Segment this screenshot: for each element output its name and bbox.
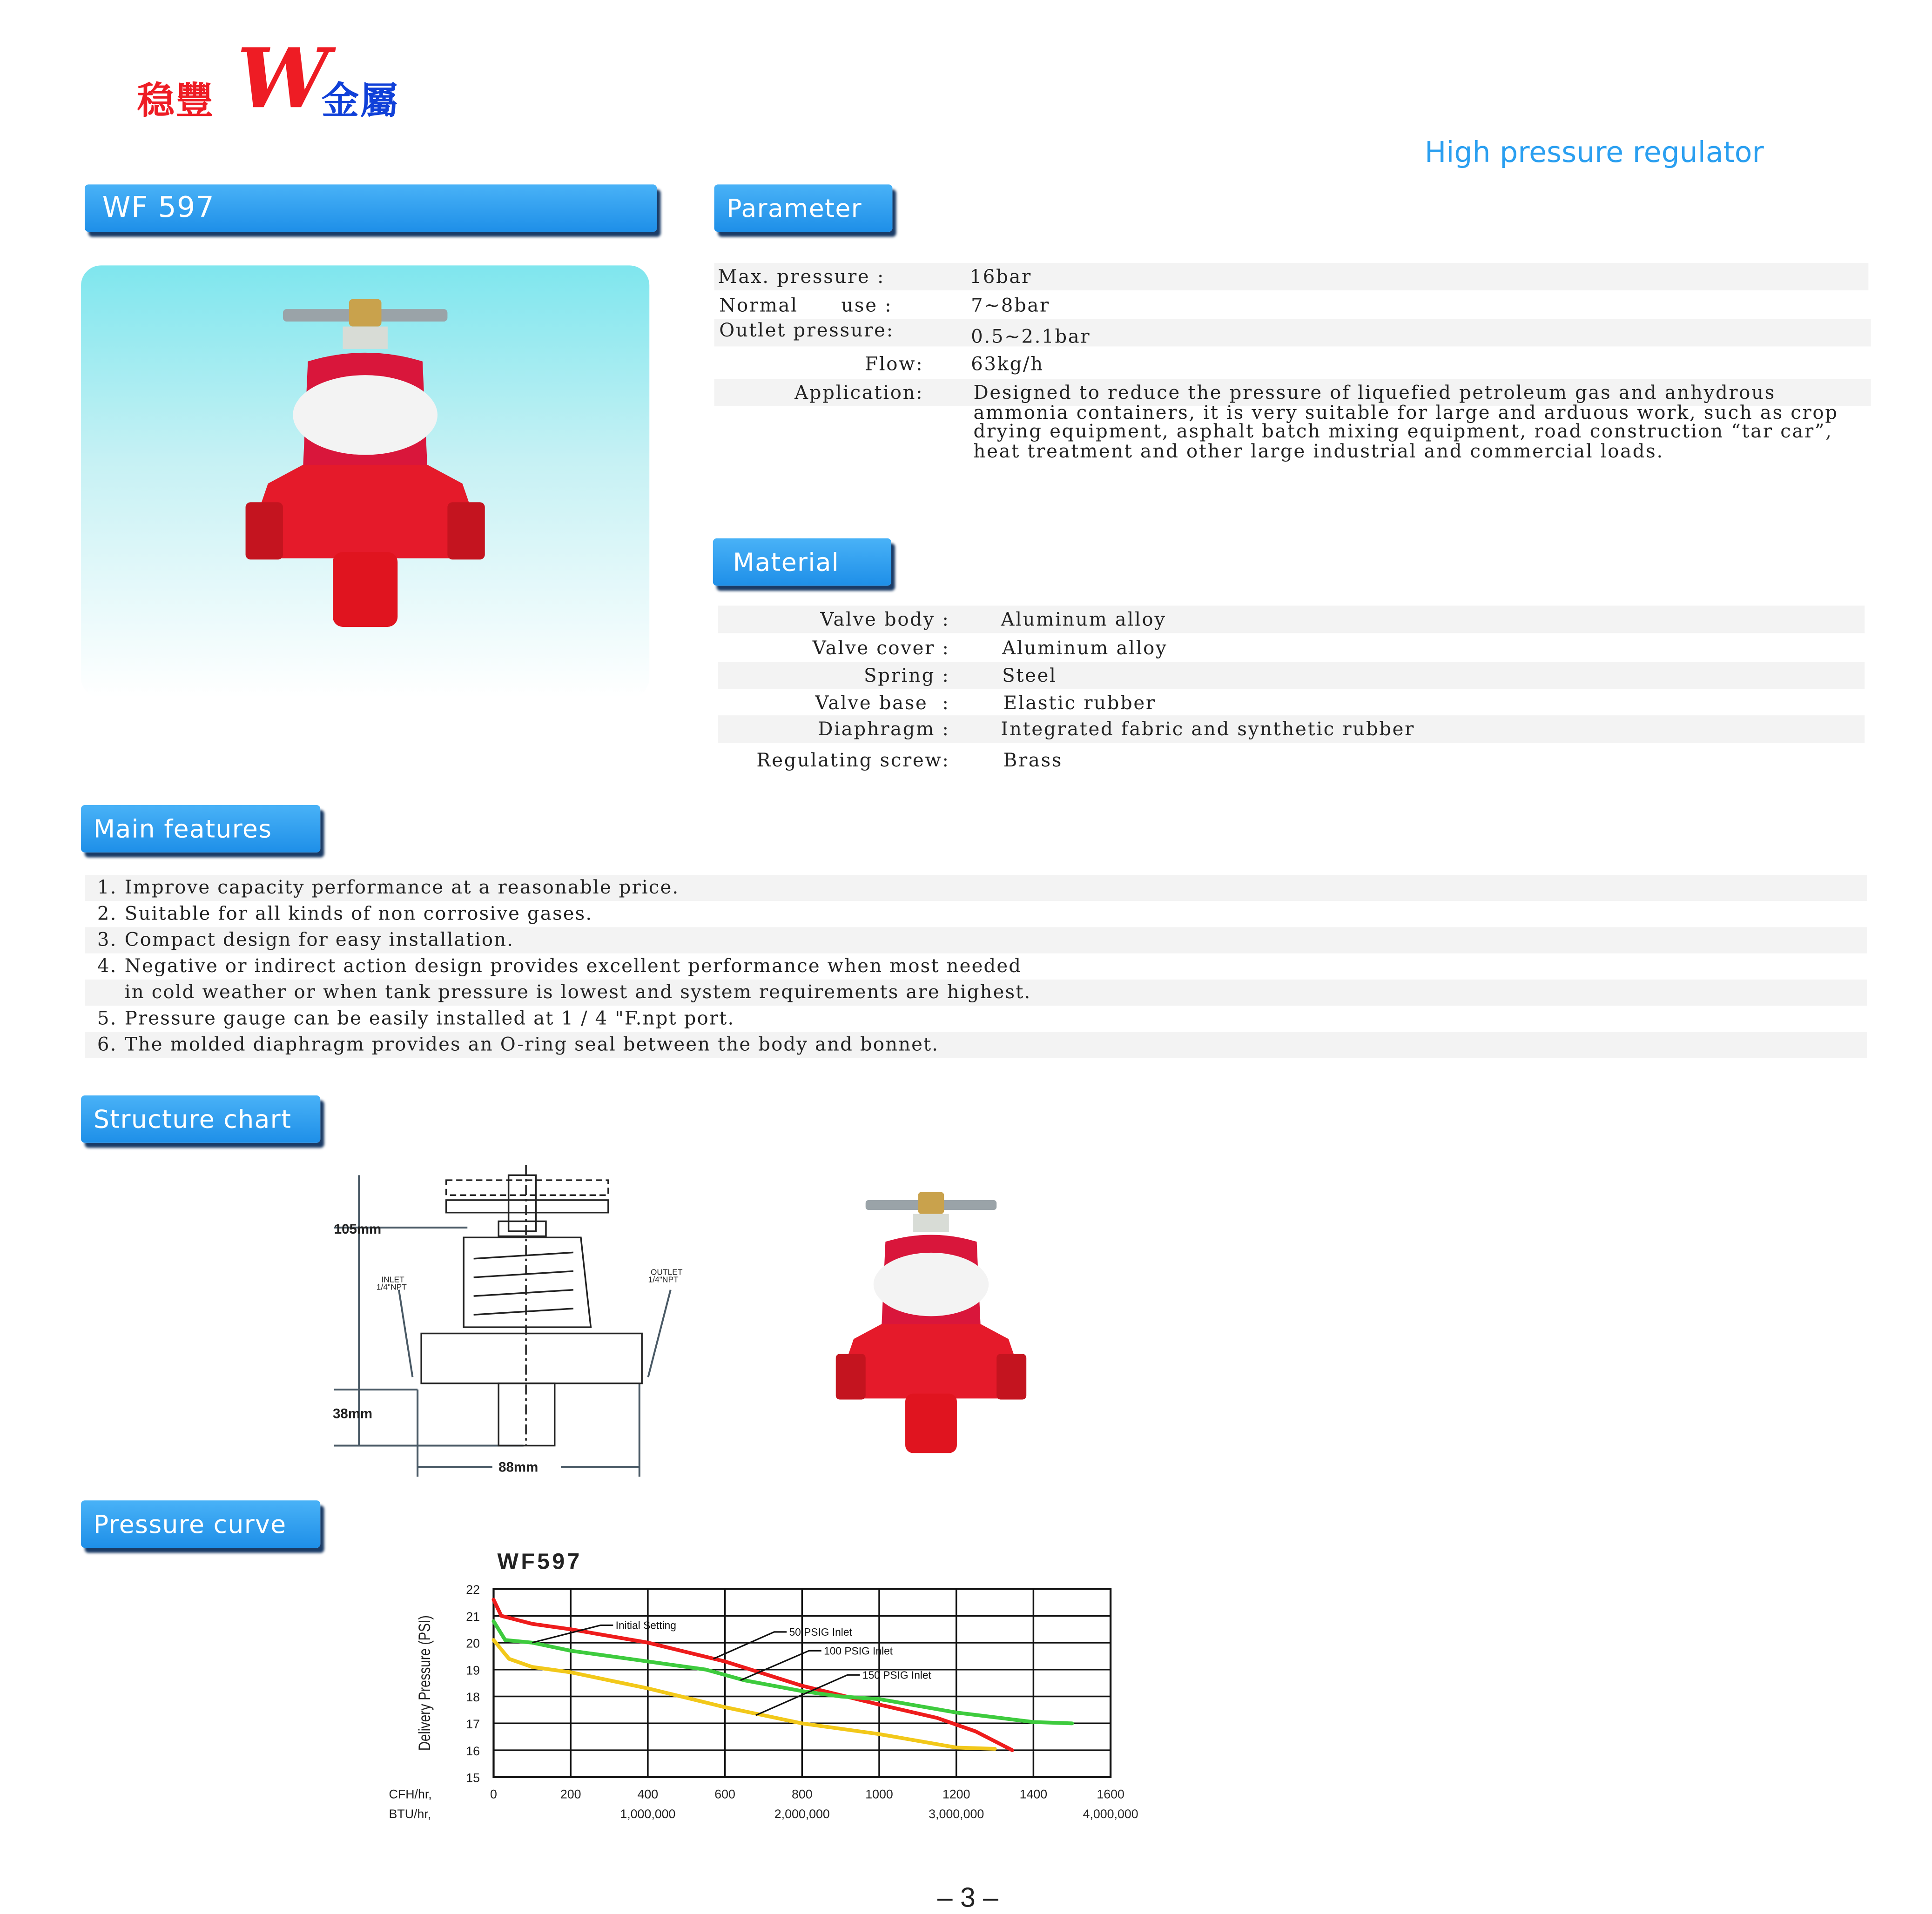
product-photo (81, 265, 649, 698)
series-line-100-psig-inlet (493, 1621, 1072, 1724)
feature-item-continued (85, 980, 1867, 1006)
material-value: Aluminum alloy (1001, 608, 1166, 631)
feature-number: 4. (97, 954, 117, 977)
parameter-row (714, 292, 1868, 319)
x-tick-label: 200 (560, 1787, 581, 1801)
material-row (718, 634, 1865, 662)
x-tick-label: 0 (490, 1787, 497, 1801)
x-tick-label: 1000 (865, 1787, 893, 1801)
annotation-label: 150 PSIG Inlet (862, 1669, 931, 1681)
annotation-label: 100 PSIG Inlet (824, 1645, 893, 1657)
y-tick-label: 18 (466, 1690, 480, 1705)
inlet-size-label: 1/4"NPT (376, 1282, 407, 1292)
btu-tick-label: 3,000,000 (929, 1807, 984, 1821)
material-label: Valve body : (820, 608, 950, 631)
material-label: Valve base : (815, 692, 950, 714)
feature-item (85, 875, 1867, 901)
material-value: Steel (1002, 664, 1057, 687)
feature-number: 2. (97, 902, 117, 925)
application-text: Designed to reduce the pressure of liquefied petroleum gas and anhydrous ammonia containers, it is very suitable for large and arduous work, such as crop drying equipment, asphalt batch mixing equipment, road construction “tar car”, heat treatment and other large industrial and commercial loads. (973, 381, 1838, 462)
series-line-150-psig-inlet (493, 1640, 995, 1749)
regulator-image (81, 265, 649, 698)
feature-number: 1. (97, 876, 117, 899)
pressure-curve-tab: Pressure curve (81, 1500, 320, 1548)
param-value: 63kg/h (971, 352, 1044, 376)
parameter-row (714, 263, 1868, 290)
feature-item (85, 901, 1867, 927)
x-tick-label: 1600 (1097, 1787, 1124, 1801)
feature-text: Compact design for easy installation. (124, 928, 514, 951)
parameter-row (714, 319, 1871, 347)
x-axis-label-btu: BTU/hr, (389, 1807, 431, 1821)
feature-text: in cold weather or when tank pressure is lowest and system requirements are highest. (124, 981, 1031, 1003)
height-dimension-label: 105mm (334, 1222, 382, 1237)
width-dimension-label: 88mm (498, 1459, 539, 1475)
param-value: 0.5~2.1bar (971, 325, 1091, 348)
parameter-tab: Parameter (714, 184, 892, 232)
material-value: Elastic rubber (1003, 692, 1156, 714)
parameter-row (714, 350, 1871, 378)
btu-tick-label: 1,000,000 (620, 1807, 676, 1821)
lower-dimension-label: 38mm (333, 1406, 373, 1422)
x-tick-label: 1400 (1019, 1787, 1048, 1801)
feature-item (85, 954, 1867, 980)
feature-text: The molded diaphragm provides an O-ring seal between the body and bonnet. (124, 1033, 939, 1056)
pressure-curve-chart (374, 1573, 1184, 1834)
param-label: Outlet pressure: (719, 319, 894, 342)
y-tick-label: 20 (466, 1636, 480, 1651)
annotation-label: Initial Setting (615, 1619, 676, 1632)
annotation-leader-line (740, 1651, 821, 1680)
feature-number: 6. (97, 1033, 117, 1056)
feature-item (85, 1006, 1867, 1032)
y-axis-label: Delivery Pressure (PSI) (415, 1615, 434, 1751)
param-value: 7~8bar (971, 294, 1050, 317)
btu-tick-label: 4,000,000 (1083, 1807, 1138, 1821)
inlet-label: INLET (381, 1275, 404, 1284)
feature-text: Pressure gauge can be easily installed at 1 / 4 "F.npt port. (124, 1007, 735, 1030)
feature-number: 5. (97, 1007, 117, 1030)
x-tick-label: 600 (714, 1787, 735, 1801)
material-label: Regulating screw: (756, 749, 950, 772)
annotation-label: 50 PSIG Inlet (789, 1625, 852, 1638)
logo-text-right: 金屬 (321, 81, 399, 122)
outlet-size-label: 1/4"NPT (648, 1275, 679, 1284)
y-tick-label: 16 (466, 1744, 480, 1758)
material-row (718, 689, 1865, 717)
material-value: Integrated fabric and synthetic rubber (1001, 718, 1415, 740)
x-axis-label-cfh: CFH/hr, (389, 1787, 432, 1801)
material-row (718, 746, 1865, 774)
material-tab: Material (713, 538, 891, 586)
feature-text: Suitable for all kinds of non corrosive gases. (124, 902, 593, 925)
y-tick-label: 21 (466, 1609, 480, 1624)
param-label: Max. pressure : (718, 265, 885, 288)
feature-number: 3. (97, 928, 117, 951)
y-tick-label: 17 (466, 1717, 480, 1732)
material-row (718, 662, 1865, 689)
structure-diagram (324, 1165, 710, 1483)
feature-item (85, 927, 1867, 953)
material-label: Diaphragm : (818, 718, 950, 740)
structure-chart-tab: Structure chart (81, 1095, 320, 1143)
y-tick-label: 15 (466, 1771, 480, 1785)
chart-title: WF597 (497, 1549, 582, 1574)
y-tick-label: 22 (466, 1583, 480, 1597)
param-label: Flow: (865, 352, 924, 376)
material-label: Spring : (864, 664, 950, 687)
param-value: 16bar (969, 265, 1032, 288)
material-row (718, 715, 1865, 743)
material-row (718, 606, 1865, 633)
param-label: Application: (794, 381, 924, 404)
logo-w-mark: W (236, 30, 330, 128)
page-number: – 3 – (937, 1881, 998, 1913)
x-tick-label: 1200 (942, 1787, 970, 1801)
outlet-label: OUTLET (650, 1267, 683, 1277)
x-tick-label: 400 (637, 1787, 659, 1801)
param-label: Normal use : (719, 294, 893, 317)
material-value: Aluminum alloy (1002, 637, 1168, 659)
feature-item (85, 1032, 1867, 1058)
feature-text: Improve capacity performance at a reasonable price. (124, 876, 680, 899)
logo-text-left: 稳豐 (137, 81, 215, 122)
y-tick-label: 19 (466, 1663, 480, 1678)
document-subtitle: High pressure regulator (1424, 137, 1764, 170)
material-value: Brass (1003, 749, 1063, 772)
btu-tick-label: 2,000,000 (774, 1807, 830, 1821)
main-features-tab: Main features (81, 805, 320, 853)
x-tick-label: 800 (791, 1787, 813, 1801)
company-logo (135, 30, 434, 131)
material-label: Valve cover : (812, 637, 950, 659)
regulator-photo-small (813, 1190, 1050, 1458)
feature-text: Negative or indirect action design provides excellent performance when most needed (124, 954, 1022, 977)
model-tab: WF 597 (85, 184, 657, 232)
